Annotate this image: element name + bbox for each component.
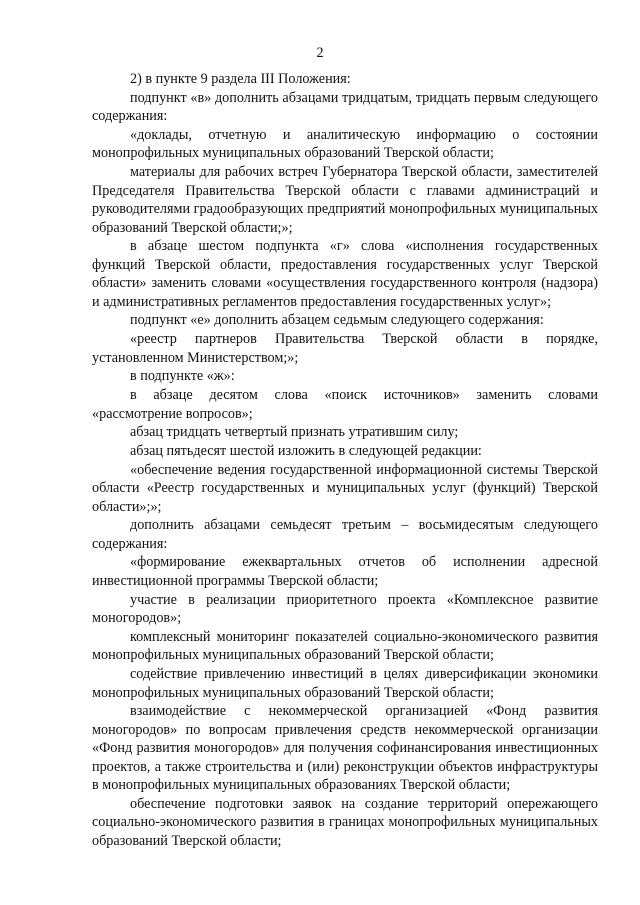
paragraph: участие в реализации приоритетного проекта «Комплексное развитие моногородов»;	[92, 591, 598, 627]
paragraph: подпункт «е» дополнить абзацем седьмым следующего содержания:	[130, 312, 544, 329]
paragraph: содействие привлечению инвестиций в целях диверсификации экономики монопрофильных муниципальных образований Тверской области;	[92, 666, 598, 701]
document-body	[92, 70, 598, 851]
paragraph: 2) в пункте 9 раздела III Положения:	[130, 71, 351, 87]
paragraph: «доклады, отчетную и аналитическую информацию о состоянии монопрофильных муниципальных образований Тверской области;	[92, 126, 598, 162]
paragraph: в абзаце шестом подпункта «г» слова «исполнения государственных функций Тверской области, предоставления государственных услуг Тверской области» заменить словами «осуществления государственного контроля (надзора) и административных регламентов предоставления государственных услуг»;	[92, 238, 598, 310]
paragraph: обеспечение подготовки заявок на создание территорий опережающего социально-экономического развития в границах монопрофильных муниципальных образований Тверской области;	[92, 795, 598, 849]
paragraph: «формирование ежеквартальных отчетов об исполнении адресной инвестиционной программы Тверской области;	[92, 554, 598, 589]
paragraph: комплексный мониторинг показателей социально-экономического развития монопрофильных муниципальных образований Тверской области;	[92, 628, 598, 664]
paragraph: абзац тридцать четвертый признать утратившим силу;	[130, 424, 459, 441]
paragraph: взаимодействие с некоммерческой организацией «Фонд развития моногородов» по вопросам привлечения средств некоммерческой организации «Фонд развития моногородов» для получения софинансирования инвестиционных проектов, а также строительства и (или) реконструкции объектов инфраструктуры в монопрофильных муниципальных образованиях Тверской области;	[92, 703, 598, 794]
paragraph: «реестр партнеров Правительства Тверской области в порядке, установленном Министерством;»;	[92, 331, 598, 366]
paragraph: абзац пятьдесят шестой изложить в следующей редакции:	[130, 442, 482, 459]
paragraph: в подпункте «ж»:	[130, 368, 235, 385]
page-number: 2	[316, 45, 324, 61]
paragraph: дополнить абзацами семьдесят третьим – восьмидесятым следующего содержания:	[92, 517, 598, 552]
paragraph: материалы для рабочих встреч Губернатора Тверской области, заместителей Председателя Правительства Тверской области с главами администраций и руководителями градообразующих предприятий монопрофильных муниципальных образований Тверской области;»;	[92, 164, 598, 236]
paragraph: подпункт «в» дополнить абзацами тридцатым, тридцать первым следующего содержания:	[92, 89, 598, 125]
paragraph: в абзаце десятом слова «поиск источников» заменить словами «рассмотрение вопросов»;	[92, 387, 598, 422]
paragraph: «обеспечение ведения государственной информационной системы Тверской области «Реестр государственных и муниципальных услуг (функций) Тверской области»;»;	[92, 461, 598, 515]
